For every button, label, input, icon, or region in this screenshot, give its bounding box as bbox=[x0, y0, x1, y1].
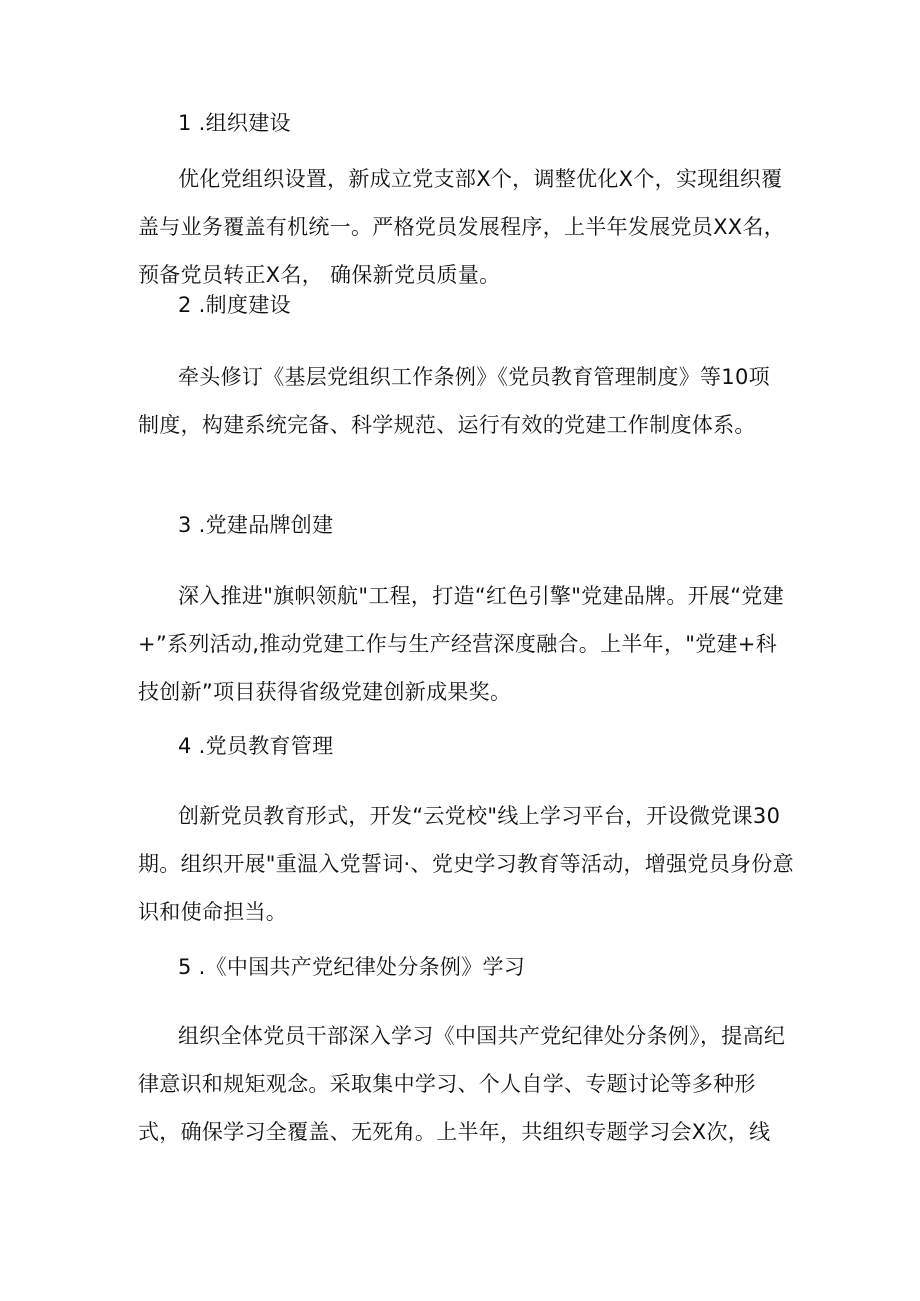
section-heading-4: 4 .党员教育管理 bbox=[178, 734, 334, 758]
section-body-2: 牵头修订《基层党组织工作条例》《党员教育管理制度》等10项制度，构建系统完备、科学规范、运行有效的党建工作制度体系。 bbox=[138, 365, 770, 437]
section-heading-5: 5 .《中国共产党纪律处分条例》学习 bbox=[178, 955, 526, 979]
section-body-5: 组织全体党员干部深入学习《中国共产党纪律处分条例》，提高纪律意识和规矩观念。采取集中学习、个人自学、专题讨论等多种形式，确保学习全覆盖、无死角。上半年，共组织专题学习会X次，线 bbox=[138, 1024, 786, 1144]
section-body-4: 创新党员教育形式，开发“云党校"线上学习平台，开设微党课30期。组织开展"重温入党誓词·、党史学习教育等活动，增强党员身份意识和使命担当。 bbox=[138, 804, 794, 924]
section-body-3: 深入推进"旗帜领航"工程，打造“红色引擎"党建品牌。开展“党建+”系列活动,推动党建工作与生产经营深度融合。上半年，"党建+科技创新”项目获得省级党建创新成果奖。 bbox=[138, 584, 785, 704]
section-body-1: 优化党组织设置，新成立党支部X个，调整优化X个，实现组织覆盖与业务覆盖有机统一。严格党员发展程序，上半年发展党员XX名，预备党员转正X名， 确保新党员质量。 bbox=[138, 167, 786, 287]
section-heading-3: 3 .党建品牌创建 bbox=[178, 513, 334, 537]
section-heading-2: 2 .制度建设 bbox=[178, 293, 291, 317]
section-heading-1: 1 .组织建设 bbox=[178, 111, 291, 135]
